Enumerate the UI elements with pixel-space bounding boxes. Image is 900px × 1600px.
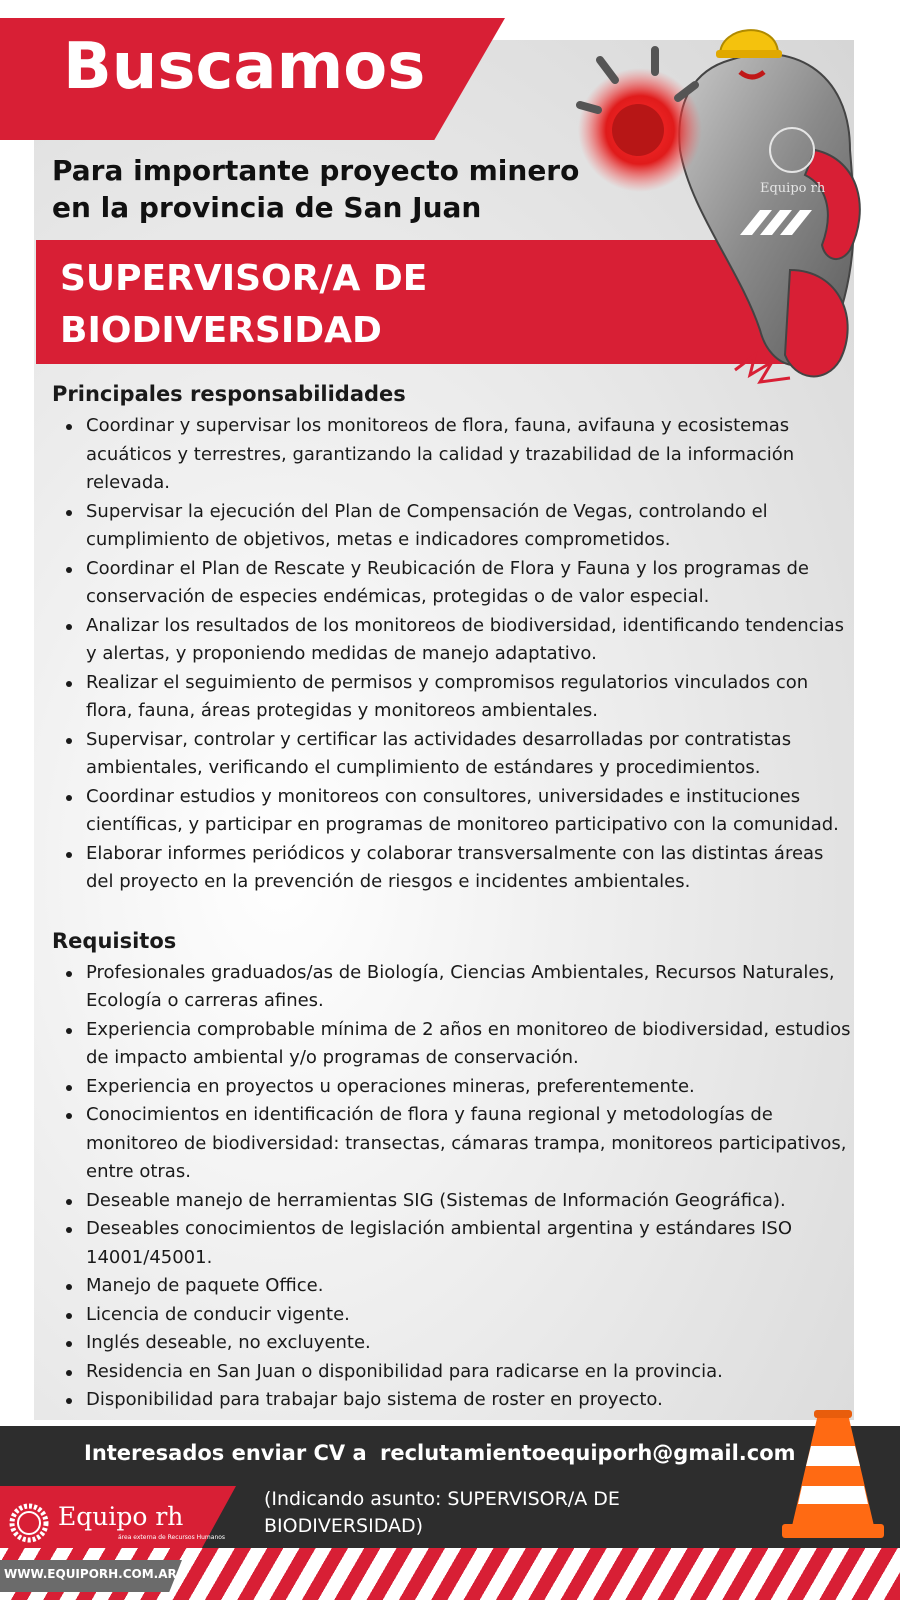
list-item: Deseables conocimientos de legislación ambiental argentina y estándares ISO 14001/45001. — [52, 1215, 852, 1272]
robot-mascot-icon — [560, 10, 890, 410]
main-content — [52, 380, 852, 1415]
logo-subtext: área externa de Recursos Humanos — [118, 1534, 226, 1541]
headline: Buscamos — [63, 30, 426, 104]
list-item: Disponibilidad para trabajar bajo sistema de roster en proyecto. — [52, 1386, 852, 1415]
list-item: Elaborar informes periódicos y colaborar transversalmente con las distintas áreas del proyecto en la prevención de riesgos e incidentes ambientales. — [52, 840, 852, 897]
role-title: SUPERVISOR/A DE BIODIVERSIDAD — [60, 258, 428, 351]
list-item: Supervisar la ejecución del Plan de Compensación de Vegas, controlando el cumplimiento de objetivos, metas e indicadores comprometidos. — [52, 498, 852, 555]
cta-label: Interesados enviar CV a — [84, 1441, 367, 1465]
mascot-brand-text: Equipo rh — [760, 181, 826, 196]
spacer — [52, 897, 852, 927]
email-link[interactable]: reclutamientoequiporh@gmail.com — [379, 1441, 796, 1465]
cta-line — [84, 1441, 796, 1465]
subheadline: Para importante proyecto minero en la provincia de San Juan — [52, 154, 580, 224]
logo-ring-icon — [6, 1500, 52, 1546]
list-item: Realizar el seguimiento de permisos y compromisos regulatorios vinculados con flora, fauna, áreas protegidas y monitoreos ambientales. — [52, 669, 852, 726]
list-item: Inglés deseable, no excluyente. — [52, 1329, 852, 1358]
list-item: Conocimientos en identificación de flora y fauna regional y metodologías de monitoreo de biodiversidad: transectas, cámaras trampa, monitoreos participativos, entre otras. — [52, 1101, 852, 1187]
list-item: Deseable manejo de herramientas SIG (Sistemas de Información Geográfica). — [52, 1187, 852, 1216]
list-item: Analizar los resultados de los monitoreos de biodiversidad, identificando tendencias y alertas, y proponiendo medidas de manejo adaptativo. — [52, 612, 852, 669]
requirements-list — [52, 959, 852, 1415]
list-item: Experiencia comprobable mínima de 2 años en monitoreo de biodiversidad, estudios de impacto ambiental y/o programas de conservación. — [52, 1016, 852, 1073]
list-item: Licencia de conducir vigente. — [52, 1301, 852, 1330]
responsibilities-list — [52, 412, 852, 897]
requirements-title: Requisitos — [52, 928, 177, 953]
list-item: Coordinar el Plan de Rescate y Reubicación de Flora y Fauna y los programas de conservación de especies endémicas, protegidas o de valor especial. — [52, 555, 852, 612]
list-item: Coordinar y supervisar los monitoreos de flora, fauna, avifauna y ecosistemas acuáticos y terrestres, garantizando la calidad y trazabilidad de la información relevada. — [52, 412, 852, 498]
responsibilities-title: Principales responsabilidades — [52, 382, 406, 406]
list-item: Supervisar, controlar y certificar las actividades desarrolladas por contratistas ambientales, verificando el cumplimiento de estándares y procedimientos. — [52, 726, 852, 783]
list-item: Manejo de paquete Office. — [52, 1272, 852, 1301]
list-item: Coordinar estudios y monitoreos con consultores, universidades e instituciones científicas, y participar en programas de monitoreo participativo con la comunidad. — [52, 783, 852, 840]
logo-text: Equipo rh — [58, 1502, 184, 1531]
traffic-cone-icon — [778, 1408, 888, 1544]
list-item: Residencia en San Juan o disponibilidad para radicarse en la provincia. — [52, 1358, 852, 1387]
subject-note: (Indicando asunto: SUPERVISOR/A DE BIODIVERSIDAD) — [264, 1488, 620, 1537]
list-item: Experiencia en proyectos u operaciones mineras, preferentemente. — [52, 1073, 852, 1102]
website-link[interactable]: WWW.EQUIPORH.COM.AR — [4, 1567, 177, 1581]
list-item: Profesionales graduados/as de Biología, Ciencias Ambientales, Recursos Naturales, Ecología o carreras afines. — [52, 959, 852, 1016]
